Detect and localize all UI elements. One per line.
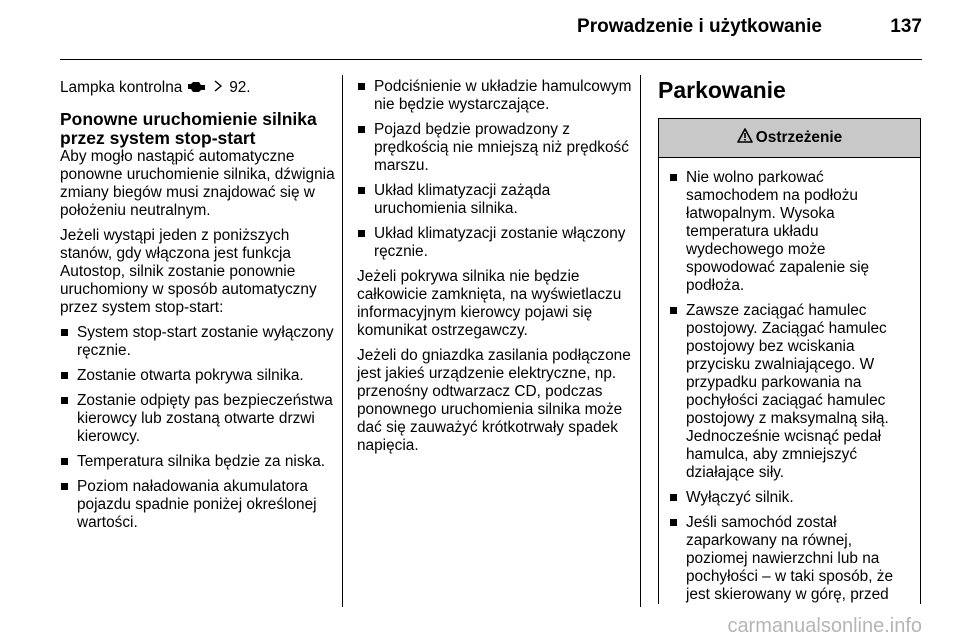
warning-body xyxy=(659,158,920,604)
list-item: Zostanie otwarta pokrywa silnika. xyxy=(60,367,335,385)
list-item: Temperatura silnika będzie za niska. xyxy=(60,453,335,471)
lamp-text: Lampka kontrolna xyxy=(60,79,183,96)
paragraph: Aby mogło nastąpić automatyczne ponowne uruchomienie silnika, dźwignia zmiany biegów musi znajdować się w położeniu neutralnym. xyxy=(60,148,335,219)
section-heading-restart: Ponowne uruchomienie silnika przez system stop-start xyxy=(60,109,317,148)
list-item: Nie wolno parkować samochodem na podłożu łatwopalnym. Wysoka temperatura układu wydechowego może spowodować zapalenie się podłoża. xyxy=(669,169,910,295)
list-item: Podciśnienie w układzie hamulcowym nie będzie wystarczające. xyxy=(357,78,637,114)
lamp-reference xyxy=(60,78,335,99)
bullet-list xyxy=(357,78,637,261)
paragraph: Jeżeli wystąpi jeden z poniższych stanów, gdy włączona jest funkcja Autostop, silnik zostanie ponownie uruchomiony w sposób automatyczny przez system stop-start: xyxy=(60,227,317,316)
warning-box xyxy=(658,118,921,604)
list-item: System stop-start zostanie wyłączony ręcznie. xyxy=(60,324,335,360)
section-heading-parking: Parkowanie xyxy=(658,77,786,103)
list-item: Zawsze zaciągać hamulec postojowy. Zaciągać hamulec postojowy bez wciskania przycisku zwalniającego. W przypadku parkowania na pochyłości zaciągać hamulec postojowy z maksymalną siłą. Jednocześnie wcisnąć pedał hamulca, aby zmniejszyć działające siły. xyxy=(669,302,910,482)
column-divider xyxy=(640,75,641,607)
list-item: Wyłączyć silnik. xyxy=(669,489,910,507)
list-item: Zostanie odpięty pas bezpieczeństwa kierowcy lub zostaną otwarte drzwi kierowcy. xyxy=(60,392,335,446)
lamp-reference-page: 92. xyxy=(229,79,251,96)
list-item: Jeśli samochód został zaparkowany na równej, poziomej nawierzchni lub na pochyłości – w taki sposób, że jest skierowany w górę, przed xyxy=(669,514,910,604)
column-right xyxy=(658,78,921,611)
column-left xyxy=(60,78,335,539)
bullet-list xyxy=(60,324,335,532)
warning-triangle-icon xyxy=(737,128,753,148)
list-item: Pojazd będzie prowadzony z prędkością nie mniejszą niż prędkość marszu. xyxy=(357,121,637,175)
warning-header xyxy=(659,119,920,158)
engine-stop-lamp-icon xyxy=(187,80,207,99)
column-middle xyxy=(357,78,637,462)
page-reference-icon xyxy=(213,78,223,96)
header-divider xyxy=(60,59,922,60)
paragraph: Jeżeli do gniazdka zasilania podłączone jest jakieś urządzenie elektryczne, np. przenośny odtwarzacz CD, podczas ponownego uruchomienia silnika może dać się zauważyć krótkotrwały spadek napięcia. xyxy=(357,347,631,454)
warning-title: Ostrzeżenie xyxy=(755,129,843,146)
header-title: Prowadzenie i użytkowanie xyxy=(577,16,822,37)
page-number: 137 xyxy=(890,16,922,37)
list-item: Poziom naładowania akumulatora pojazdu spadnie poniżej określonej wartości. xyxy=(60,478,335,532)
bullet-list xyxy=(669,169,910,604)
watermark: carmanualsonline.info xyxy=(727,615,922,637)
paragraph: Jeżeli pokrywa silnika nie będzie całkowicie zamknięta, na wyświetlaczu informacyjnym kierowcy pojawi się komunikat ostrzegawczy. xyxy=(357,268,622,339)
list-item: Układ klimatyzacji zażąda uruchomienia silnika. xyxy=(357,182,637,218)
list-item: Układ klimatyzacji zostanie włączony ręcznie. xyxy=(357,225,637,261)
column-divider xyxy=(342,75,343,607)
